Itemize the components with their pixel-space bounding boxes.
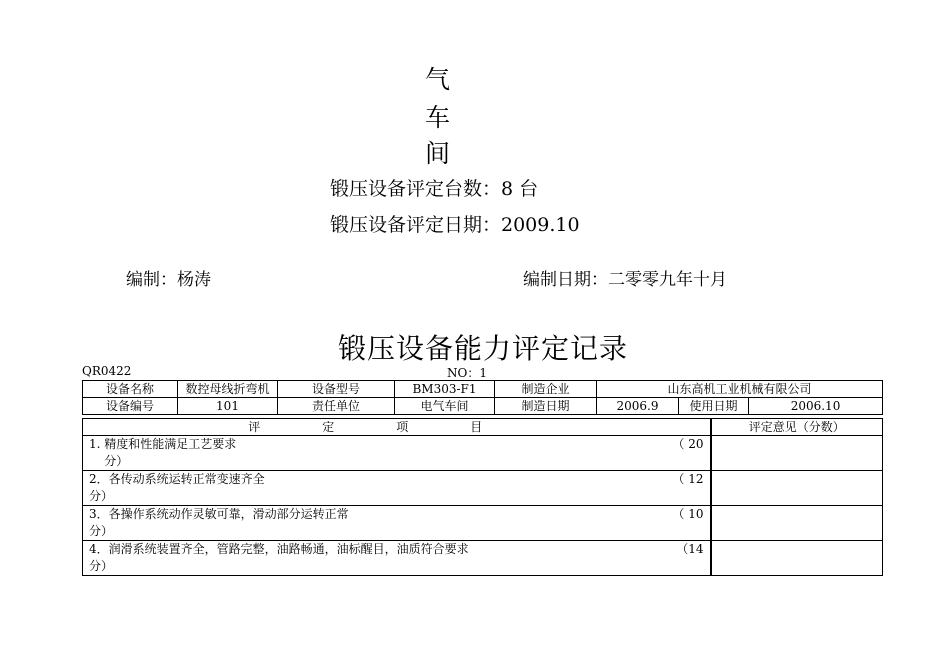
responsible-unit-value: 电气车间 [395,398,495,415]
opinion-cell[interactable] [711,506,883,541]
item-text-line1: 4．润滑系统装置齐全，管路完整，油路畅通，油标醒目，油质符合要求 [89,542,469,556]
equipment-info-table [82,380,883,415]
evaluation-item [83,506,711,541]
table-row [83,381,883,398]
item-text-line1: 3．各操作系统动作灵敏可靠，滑动部分运转正常 [89,507,349,521]
evaluation-item [83,471,711,506]
item-text-line2: 分） [89,454,129,468]
evaluation-item [83,436,711,471]
evaluation-table [82,418,883,576]
table-row [83,471,883,506]
edit-date-line: 编制日期：二零零九年十月 [523,270,727,290]
item-text-line1: 2．各传动系统运转正常变速齐全 [89,472,265,486]
item-score: （ 10 [672,507,704,521]
equipment-name-label: 设备名称 [83,381,178,398]
opinion-cell[interactable] [711,541,883,576]
evaluation-item-header [83,419,711,436]
manufacture-date-value: 2006.9 [597,398,679,415]
item-text-line2: 分） [89,559,114,573]
item-text-line2: 分） [89,524,114,538]
record-code: QR0422 [82,364,132,378]
equipment-count-line: 锻压设备评定台数：8 台 [330,178,539,200]
evaluation-date-line: 锻压设备评定日期：2009.10 [330,214,580,236]
header-char: 评 [248,420,261,434]
table-row [83,506,883,541]
manufacturer-label: 制造企业 [495,381,597,398]
header-char: 项 [396,420,409,434]
equipment-model-label: 设备型号 [278,381,395,398]
vertical-title-char-2: 车 [425,103,451,132]
table-row [83,398,883,415]
manufacture-date-label: 制造日期 [495,398,597,415]
record-number: NO：1 [447,366,487,380]
vertical-title-char-3: 间 [425,139,451,168]
use-date-label: 使用日期 [679,398,749,415]
use-date-value: 2006.10 [749,398,883,415]
opinion-cell[interactable] [711,436,883,471]
responsible-unit-label: 责任单位 [278,398,395,415]
equipment-model-value: BM303-F1 [395,381,495,398]
vertical-title-char-1: 气 [425,65,451,94]
editor-line: 编制：杨涛 [126,270,211,290]
header-char: 目 [470,420,483,434]
header-char: 定 [322,420,335,434]
record-title: 锻压设备能力评定记录 [338,332,629,365]
manufacturer-value: 山东高机工业机械有限公司 [597,381,883,398]
equipment-id-label: 设备编号 [83,398,178,415]
equipment-name-value: 数控母线折弯机 [178,381,278,398]
table-row [83,541,883,576]
item-score: （ 12 [672,472,704,486]
opinion-cell[interactable] [711,471,883,506]
item-text-line2: 分） [89,489,114,503]
item-text-line1: 1. 精度和性能满足工艺要求 [89,437,237,451]
table-row [83,436,883,471]
evaluation-item [83,541,711,576]
item-score: （ 20 [672,437,704,451]
opinion-header: 评定意见（分数） [711,419,883,436]
equipment-id-value: 101 [178,398,278,415]
table-header-row [83,419,883,436]
item-score: （14 [676,542,704,556]
